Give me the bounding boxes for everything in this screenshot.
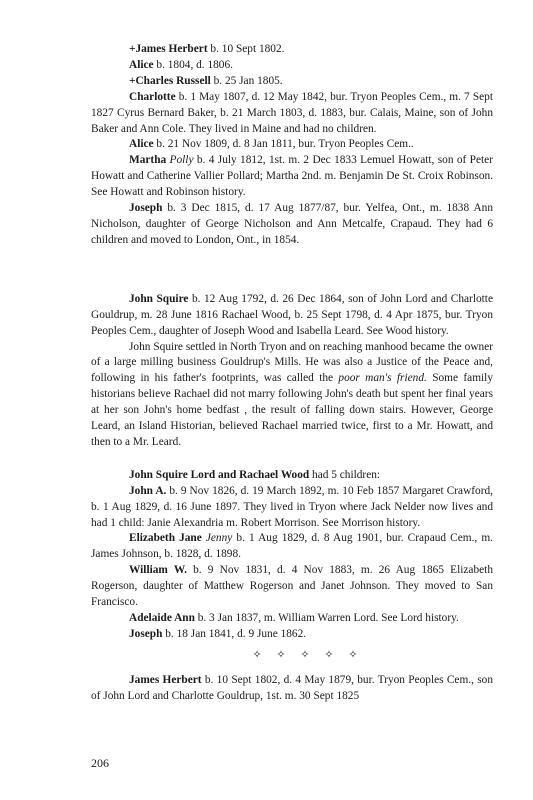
entry-joseph-1841: Joseph b. 18 Jan 1841, d. 9 June 1862. (129, 627, 307, 640)
section-separator: ✧ ✧ ✧ ✧ ✧ (252, 648, 364, 661)
entry-joseph-1815: Joseph b. 3 Dec 1815, d. 17 Aug 1877/87, bur. Yelfea, Ont., m. 1838 Ann Nicholson, daughter of George Nicholson and Ann Metcalfe, Crapaud. They had 6 children and moved to London, Ont., in 1854. (91, 202, 493, 246)
entry-james-herbert-short: +James Herbert b. 10 Sept 1802. (129, 43, 285, 55)
entry-elizabeth-jane: Elizabeth Jane Jenny b. 1 Aug 1829, d. 8 Aug 1901, bur. Crapaud Cem., m. James Johnson, b. 1828, d. 1898. (91, 532, 493, 561)
entry-john-a: John A. b. 9 Nov 1826, d. 19 March 1892, m. 10 Feb 1857 Margaret Crawford, b. 1 Aug 1829, d. 16 June 1897. They lived in Tryon where Jack Nelder now lives and had 1 child: Janie Alexandria m. Robert Morrison. See Morrison history. (91, 484, 493, 529)
john-squire-section (91, 292, 493, 451)
entry-charlotte: Charlotte b. 1 May 1807, d. 12 May 1842, bur. Tryon Peoples Cem., m. 7 Sept 1827 Cyrus Bernard Baker, b. 21 March 1803, d. 1883, bur. Calais, Maine, son of John Baker and Ann Cole. They lived in Maine and had no children. (91, 90, 493, 135)
children-list-john-squire (91, 468, 493, 643)
children-list-top (91, 42, 493, 249)
entry-alice-1804: Alice b. 1804, d. 1806. (129, 58, 233, 71)
entry-james-herbert: James Herbert b. 10 Sept 1802, d. 4 May 1879, bur. Tryon Peoples Cem., son of John Lord and Charlotte Gouldrup, 1st. m. 30 Sept 1825 (91, 673, 493, 702)
page-number: 206 (91, 756, 109, 770)
entry-adelaide-ann: Adelaide Ann b. 3 Jan 1837, m. William Warren Lord. See Lord history. (129, 612, 459, 624)
section-gap (91, 249, 493, 292)
section-gap (91, 451, 493, 468)
children-heading: John Squire Lord and Rachael Wood had 5 children: (129, 468, 381, 481)
entry-charles-russell: +Charles Russell b. 25 Jan 1805. (129, 74, 283, 87)
john-squire-biography: John Squire settled in North Tryon and on reaching manhood became the owner of a large milling business Gouldrup's Mills. He was also a Justice of the Peace and, following in his father's footprints, was called the poor man's friend. Some family historians believe Rachael did not marry following John's death but spent her final years at her son John's home bedfast , the result of falling down stairs. However, George Leard, an Island Historian, believed Rachael married twice, first to a Mr. Howatt, and then to a Mr. Leard. (91, 340, 493, 448)
entry-martha: Martha Polly b. 4 July 1812, 1st. m. 2 Dec 1833 Lemuel Howatt, son of Peter Howatt and Catherine Vallier Pollard; Martha 2nd. m. Benjamin De St. Croix Robinson. See Howatt and Robinson history. (91, 154, 493, 199)
entry-william-w: William W. b. 9 Nov 1831, d. 4 Nov 1883, m. 26 Aug 1865 Elizabeth Rogerson, daughter of Matthew Rogerson and Janet Johnson. They moved to San Francisco. (91, 564, 493, 609)
entry-john-squire: John Squire b. 12 Aug 1792, d. 26 Dec 1864, son of John Lord and Charlotte Gouldrup, m. 28 June 1816 Rachael Wood, b. 25 Sept 1798, d. 4 Apr 1875, bur. Tryon Peoples Cem., daughter of Joseph Wood and Isabella Leard. See Wood history. (91, 292, 493, 337)
entry-alice-1809: Alice b. 21 Nov 1809, d. 8 Jan 1811, bur. Tryon Peoples Cem.. (129, 138, 414, 151)
